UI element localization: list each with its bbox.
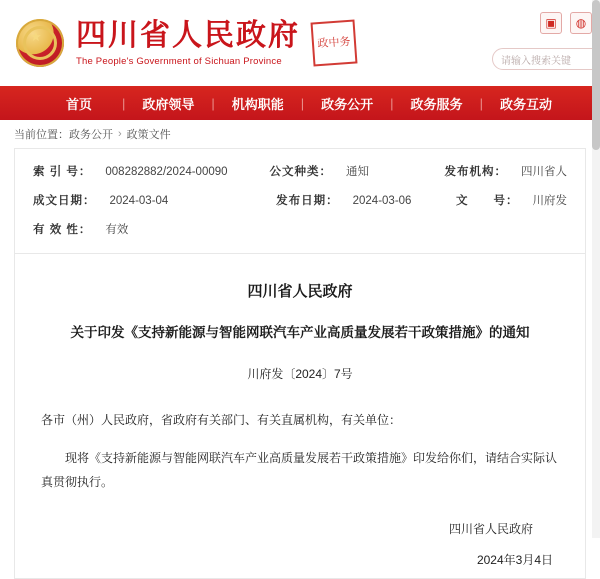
metadata-value: 通知 <box>346 166 369 178</box>
nav-item-government-interaction[interactable]: 政务互动 <box>499 96 552 112</box>
metadata-label: 发布日期： <box>276 195 339 207</box>
metadata-value: 川府发 <box>532 195 567 207</box>
nav-item-institutions[interactable]: 机构职能 <box>231 96 284 112</box>
site-title-en: The People's Government of Sichuan Province <box>76 56 282 67</box>
nav-item-home[interactable]: 首页 <box>65 96 92 112</box>
document-number: 川府发〔2024〕7号 <box>247 367 353 381</box>
document-organization: 四川省人民政府 <box>247 284 353 300</box>
metadata-row <box>33 221 567 237</box>
nav-item-leadership[interactable]: 政府领导 <box>142 96 195 112</box>
metadata-value: 有效 <box>105 224 129 236</box>
nav-separator: | <box>390 95 394 111</box>
document-title: 关于印发《支持新能源与智能网联汽车产业高质量发展若干政策措施》的通知 <box>70 325 530 340</box>
metadata-field-publish-date <box>276 192 456 208</box>
breadcrumb-item-disclosure[interactable]: 政务公开 <box>69 129 113 141</box>
document-paragraph: 现将《支持新能源与智能网联汽车产业高质量发展若干政策措施》印发给你们，请结合实际认真贯彻执行。 <box>41 451 558 489</box>
site-title-block <box>76 19 300 67</box>
government-seal-icon <box>311 20 358 67</box>
metadata-field-publishing-agency <box>445 163 568 179</box>
metadata-label: 成文日期： <box>33 195 96 207</box>
qrcode-icon[interactable]: ▣ <box>540 12 562 34</box>
seal-line-1: 政 <box>317 36 329 50</box>
search-input[interactable]: 请输入搜索关键 <box>492 48 600 70</box>
metadata-field-document-type <box>270 163 445 179</box>
seal-line-2: 中 <box>328 36 340 49</box>
breadcrumb <box>0 120 600 148</box>
document-paragraph: 各市（州）人民政府，省政府有关部门、有关直属机构，有关单位： <box>41 413 402 427</box>
document-metadata-card <box>14 148 586 254</box>
document-signature: 四川省人民政府 <box>448 522 533 536</box>
metadata-value: 2024-03-04 <box>109 195 169 207</box>
nav-separator: | <box>479 95 483 111</box>
metadata-label: 索 引 号： <box>33 166 92 178</box>
metadata-row <box>33 163 567 179</box>
page-scrollbar[interactable] <box>592 0 600 538</box>
metadata-row <box>33 192 567 208</box>
metadata-value: 2024-03-06 <box>352 195 412 207</box>
document-date: 2024年3月4日 <box>476 553 553 567</box>
metadata-value: 四川省人 <box>521 166 567 178</box>
national-emblem-icon: ★ <box>14 17 66 69</box>
metadata-label: 文 号： <box>456 195 519 207</box>
chevron-right-icon: › <box>118 128 122 140</box>
metadata-label: 有 效 性： <box>33 224 92 236</box>
nav-item-government-disclosure[interactable]: 政务公开 <box>321 96 374 112</box>
metadata-field-drafting-date <box>33 192 276 208</box>
metadata-value: 008282882/2024-00090 <box>105 166 228 178</box>
main-nav <box>0 86 600 120</box>
nav-separator: | <box>300 95 305 111</box>
header-utility-area <box>480 0 600 86</box>
scrollbar-thumb[interactable] <box>592 0 600 150</box>
metadata-label: 发布机构： <box>444 166 507 178</box>
metadata-field-validity <box>33 221 283 237</box>
breadcrumb-prefix: 当前位置： <box>14 129 69 141</box>
site-title-cn: 四川省人民政府 <box>76 19 300 52</box>
seal-line-3: 务 <box>339 35 351 49</box>
user-icon[interactable]: ◍ <box>570 12 592 34</box>
page-content <box>0 148 600 579</box>
site-header <box>0 0 600 86</box>
metadata-label: 公文种类： <box>269 166 332 178</box>
nav-separator: | <box>122 95 126 111</box>
nav-item-government-services[interactable]: 政务服务 <box>410 96 463 112</box>
breadcrumb-item-policy-documents[interactable]: 政策文件 <box>126 129 171 141</box>
metadata-field-document-number <box>456 192 567 208</box>
nav-separator: | <box>211 95 215 111</box>
document-body <box>14 254 586 579</box>
metadata-field-index-number <box>33 163 270 179</box>
